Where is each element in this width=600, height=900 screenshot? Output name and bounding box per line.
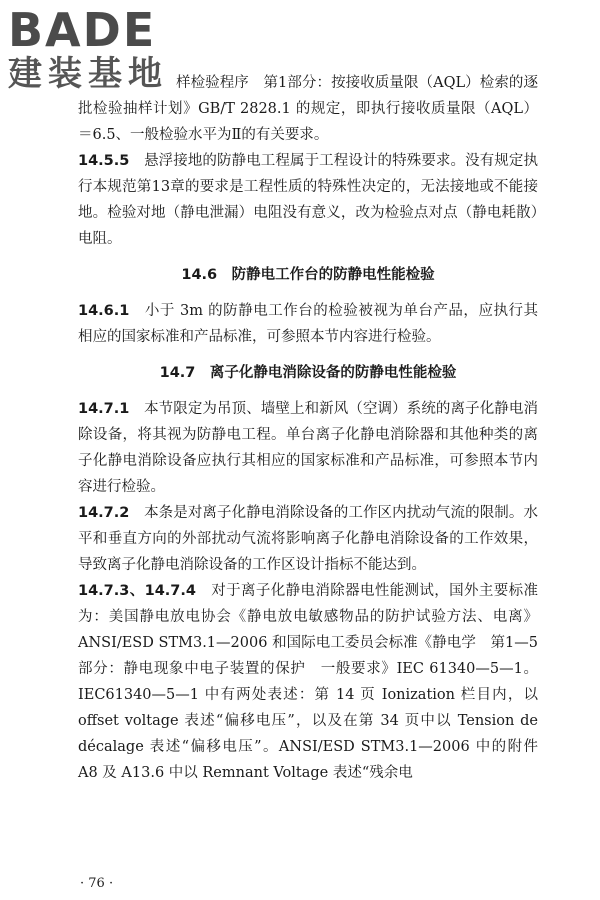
paragraph-14-7-1 (78, 396, 538, 500)
clause-text: 对于离子化静电消除器电性能测试，国外主要标准为：美国静电放电协会《静电放电敏感物品的防护试验方法、电离》ANSI/ESD STM3.1—2006 和国际电工委员会标准《静电学 第1—5部分：静电现象中电子装置的保护 一般要求》IEC 61340—5—1。IEC61340—5—1 中有两处表述：第 14 页 Ionization 栏目内，以 offset voltage 表述“偏移电压”，以及在第 34 页中以 Tension de décalage 表述“偏移电压”。ANSI/ESD STM3.1—2006 中的附件 A8 及 A13.6 中以 Remnant Voltage 表述“残余电 (78, 583, 539, 781)
paragraph-14-7-2 (78, 500, 538, 578)
clause-number: 14.7.3、14.7.4 (78, 583, 196, 599)
clause-text: 本条是对离子化静电消除设备的工作区内扰动气流的限制。水平和垂直方向的外部扰动气流将影响离子化静电消除设备的工作效果，导致离子化静电消除设备的工作区设计指标不能达到。 (78, 505, 538, 573)
section-title-14-6: 14.6 防静电工作台的防静电性能检验 (181, 267, 435, 283)
document-body (78, 70, 538, 786)
clause-text: 本节限定为吊顶、墙壁上和新风（空调）系统的离子化静电消除设备，将其视为防静电工程。单台离子化静电消除器和其他种类的离子化静电消除设备应执行其相应的国家标准和产品标准，可参照本节内容进行检验。 (78, 401, 538, 495)
clause-number: 14.7.2 (78, 505, 130, 521)
paragraph-14-6-1 (78, 298, 538, 350)
paragraph-14-7-3-4 (78, 578, 538, 786)
clause-number: 14.6.1 (78, 303, 130, 319)
clause-text: 小于 3m 的防静电工作台的检验被视为单台产品，应执行其相应的国家标准和产品标准，可参照本节内容进行检验。 (78, 303, 538, 345)
clause-text: 悬浮接地的防静电工程属于工程设计的特殊要求。没有规定执行本规范第13章的要求是工程性质的特殊性决定的，无法接地或不能接地。检验对地（静电泄漏）电阻没有意义，改为检验点对点（静电耗散）电阻。 (78, 153, 538, 247)
logo-brand-text: BADE (8, 3, 157, 57)
page-number: · 76 · (80, 876, 114, 891)
clause-number: 14.7.1 (78, 401, 130, 417)
clause-number: 14.5.5 (78, 153, 130, 169)
logo-chinese-text: 建装基地 (8, 54, 168, 94)
section-title-14-7: 14.7 离子化静电消除设备的防静电性能检验 (159, 365, 457, 381)
paragraph-14-5-5 (78, 148, 538, 252)
paragraph-intro: 样检验程序 第1部分：按接收质量限（AQL）检索的逐批检验抽样计划》GB/T 2828.1 的规定，即执行接收质量限（AQL）＝6.5、一般检验水平为Ⅱ的有关要求。 (78, 75, 538, 143)
